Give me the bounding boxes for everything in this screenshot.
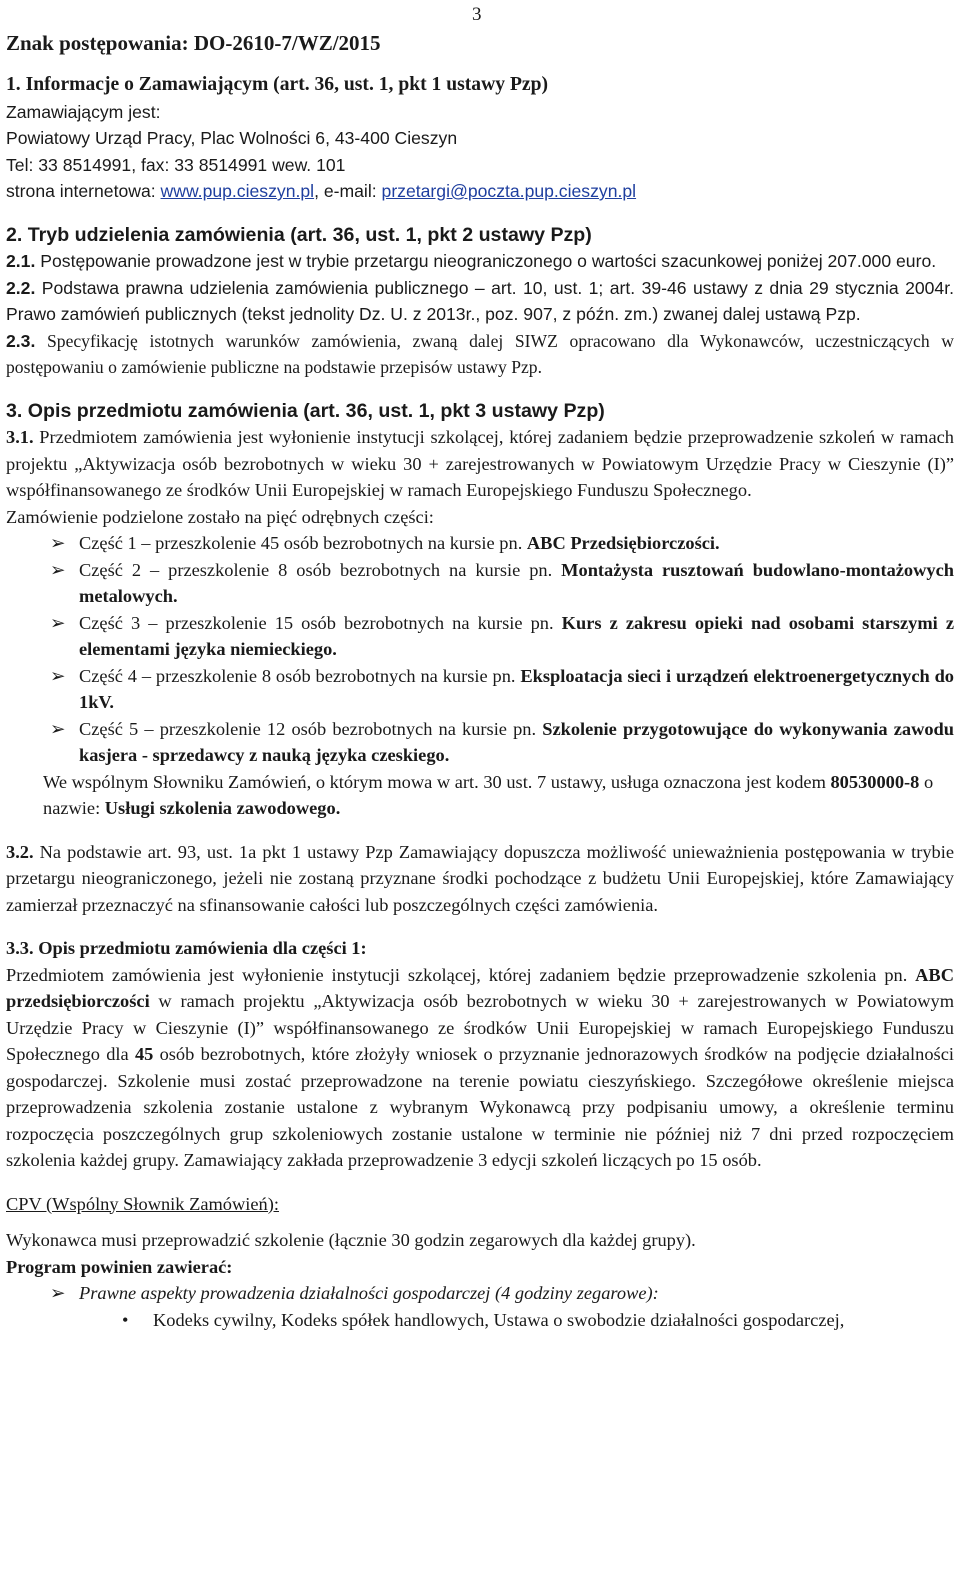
training-hours: Wykonawca musi przeprowadzić szkolenie (łącznie 30 godzin zegarowych dla każdej grupy). [6, 1230, 696, 1250]
paragraph-2-3: 2.3. Specyfikację istotnych warunków zamówienia, zwaną dalej SIWZ opracowano dla Wykonawców, uczestniczących w postępowaniu o zamówienie publiczne na podstawie przepisów ustawy Pzp. [6, 330, 954, 377]
email-link[interactable]: przetargi@poczta.pup.cieszyn.pl [381, 181, 637, 201]
paragraph-3-3: Przedmiotem zamówienia jest wyłonienie instytucji szkolącej, której zadaniem będzie przeprowadzenie szkolenia pn. ABC przedsiębiorczości w ramach projektu „Aktywizacja osób bezrobotnych w wieku 30 + zarejestrowanych w Powiatowym Urzędzie Pracy w Cieszynie (I)” współfinansowanego ze środków Unii Europejskiej w ramach Europejskiego Funduszu Społecznego dla 45 osób bezrobotnych, które złożyły wniosek o przyznanie jednorazowych środków na podjęcie działalności gospodarczej. Szkolenie musi zostać przeprowadzone na terenie powiatu cieszyńskiego. Szczegółowe określenie miejsca przeprowadzenia szkolenia zostanie ustalone z wybranym Wykonawcą przy podpisaniu umowy, a określenie terminu rozpoczęcia poszczególnych grup szkoleniowych zostanie ustalone w terminie nie później niż 7 dni przed rozpoczęciem szkolenia każdej grupy. Zamawiający zakłada przeprowadzenie 3 edycji szkoleń liczących po 15 osób. [6, 964, 954, 1170]
program-list [6, 1280, 954, 1307]
arrow-bullet-icon: ➢ [50, 612, 66, 633]
contracting-authority-web: strona internetowa: www.pup.cieszyn.pl, e-mail: przetargi@poczta.pup.cieszyn.pl [6, 181, 637, 201]
contracting-authority-label: Zamawiającym jest: [6, 101, 161, 122]
paragraph-3-1: 3.1. Przedmiotem zamówienia jest wyłonienie instytucji szkolącej, której zadaniem będzie przeprowadzenie szkoleń w ramach projektu „Aktywizacja osób bezrobotnych w wieku 30 + zarejestrowanych w Powiatowym Urzędzie Pracy w Cieszynie (I)” współfinansowanego ze środków Unii Europejskiej w ramach Europejskiego Funduszu Społecznego. [6, 427, 954, 500]
case-reference: Znak postępowania: DO-2610-7/WZ/2015 [6, 31, 381, 55]
arrow-bullet-icon: ➢ [50, 718, 66, 739]
parts-intro: Zamówienie podzielone zostało na pięć odrębnych części: [6, 506, 434, 527]
paragraph-3-2: 3.2. Na podstawie art. 93, ust. 1a pkt 1 ustawy Pzp Zamawiający dopuszcza możliwość unieważnienia postępowania w trybie przetargu nieograniczonego, jeżeli nie zostaną przyznane środki pochodzące z budżetu Unii Europejskiej, które Zamawiający zamierzał przeznaczyć na sfinansowanie całości lub poszczególnych części zamówienia. [6, 841, 954, 915]
program-sublist [6, 1307, 954, 1334]
website-link[interactable]: www.pup.cieszyn.pl [160, 181, 315, 201]
cpv-label: CPV (Wspólny Słownik Zamówień): [6, 1193, 279, 1214]
contracting-authority-phone: Tel: 33 8514991, fax: 33 8514991 wew. 101 [6, 154, 346, 175]
program-item: ➢ Prawne aspekty prowadzenia działalności gospodarczej (4 godziny zegarowe): [6, 1280, 954, 1307]
section-1-heading: 1. Informacje o Zamawiającym (art. 36, ust. 1, pkt 1 ustawy Pzp) [6, 74, 549, 95]
program-heading: Program powinien zawierać: [6, 1256, 233, 1277]
part-item: ➢ Część 4 – przeszkolenie 8 osób bezrobotnych na kursie pn. Eksploatacja sieci i urządzeń elektroenergetycznych do 1kV. [6, 663, 954, 716]
arrow-bullet-icon: ➢ [50, 559, 66, 580]
part-item: ➢ Część 3 – przeszkolenie 15 osób bezrobotnych na kursie pn. Kurs z zakresu opieki nad osobami starszymi z elementami języka niemieckiego. [6, 610, 954, 663]
cpv-statement: We wspólnym Słowniku Zamówień, o którym mowa w art. 30 ust. 7 ustawy, usługa oznaczona jest kodem 80530000-8 o nazwie: Usługi szkolenia zawodowego. [43, 771, 934, 818]
section-3 [6, 398, 954, 1334]
paragraph-2-2: 2.2. Podstawa prawna udzielenia zamówienia publicznego – art. 10, ust. 1; art. 39-46 ustawy z dnia 29 stycznia 2004r. Prawo zamówień publicznych (tekst jednolity Dz. U. z 2013r., poz. 907, z późn. zm.) zwanej dalej ustawą Pzp. [6, 277, 954, 324]
section-2 [6, 222, 954, 381]
arrow-bullet-icon: ➢ [50, 665, 66, 686]
part-item: ➢ Część 5 – przeszkolenie 12 osób bezrobotnych na kursie pn. Szkolenie przygotowujące do wykonywania zawodu kasjera - sprzedawcy z nauką języka czeskiego. [6, 716, 954, 769]
section-1 [6, 72, 954, 205]
parts-list [6, 530, 954, 769]
arrow-bullet-icon: ➢ [50, 533, 66, 553]
dot-bullet-icon: • [122, 1309, 129, 1330]
program-subitem: • Kodeks cywilny, Kodeks spółek handlowych, Ustawa o swobodzie działalności gospodarczej, [6, 1307, 954, 1334]
paragraph-2-1: 2.1. Postępowanie prowadzone jest w trybie przetargu nieograniczonego o wartości szacunkowej poniżej 207.000 euro. [6, 251, 937, 271]
part-item: ➢ Część 1 – przeszkolenie 45 osób bezrobotnych na kursie pn. ABC Przedsiębiorczości. [6, 530, 954, 557]
page-number: 3 [472, 4, 482, 25]
part-item: ➢ Część 2 – przeszkolenie 8 osób bezrobotnych na kursie pn. Montażysta rusztowań budowlano-montażowych metalowych. [6, 557, 954, 610]
section-2-heading: 2. Tryb udzielenia zamówienia (art. 36, ust. 1, pkt 2 ustawy Pzp) [6, 223, 592, 246]
contracting-authority-address: Powiatowy Urząd Pracy, Plac Wolności 6, 43-400 Cieszyn [6, 128, 458, 148]
paragraph-3-3-heading: 3.3. Opis przedmiotu zamówienia dla części 1: [6, 938, 367, 958]
section-3-heading: 3. Opis przedmiotu zamówienia (art. 36, ust. 1, pkt 3 ustawy Pzp) [6, 399, 605, 422]
arrow-bullet-icon: ➢ [50, 1283, 66, 1303]
